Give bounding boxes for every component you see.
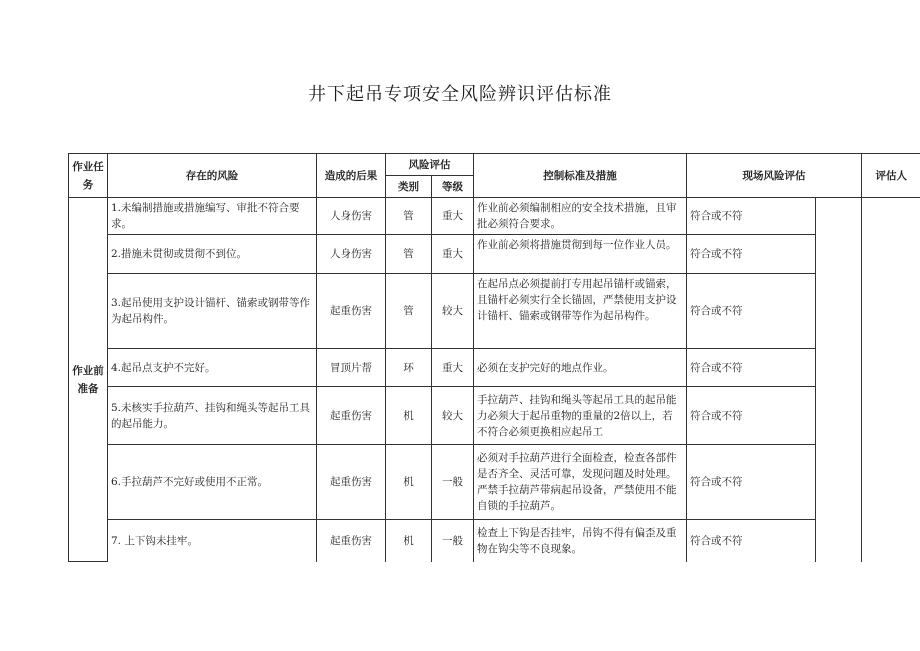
- header-risk-eval: 风险评估: [386, 154, 474, 176]
- risk-cell: 2.措施未贯彻或贯彻不到位。: [108, 235, 317, 274]
- consequence-cell: 人身伤害: [317, 198, 386, 235]
- control-cell: 作业前必须编制相应的安全技术措施，且审批必须符合要求。: [474, 198, 687, 235]
- level-cell: 重大: [432, 349, 474, 387]
- table-row: [69, 387, 920, 445]
- level-cell: 一般: [432, 520, 474, 562]
- site-eval-cell: 符合或不符: [687, 235, 816, 274]
- site-eval-cell: 符合或不符: [687, 198, 816, 235]
- category-cell: 管: [386, 198, 432, 235]
- risk-cell: 5.未核实手拉葫芦、挂钩和绳头等起吊工具的起吊能力。: [108, 387, 317, 445]
- table-row: [69, 520, 920, 562]
- assessor-cell: [862, 198, 920, 562]
- control-cell: 必须对手拉葫芦进行全面检查，检查各部件是否齐全、灵活可靠，发现问题及时处理。严禁手拉葫芦带病起吊设备，严禁使用不能自锁的手拉葫芦。: [474, 445, 687, 520]
- consequence-cell: 起重伤害: [317, 387, 386, 445]
- table-row: [69, 274, 920, 349]
- table-row: [69, 349, 920, 387]
- site-eval-cell: 符合或不符: [687, 445, 816, 520]
- control-cell: 在起吊点必须提前打专用起吊锚杆或锚索，且锚杆必须实行全长锚固，严禁使用支护设计锚杆、锚索或钢带等作为起吊构件。: [474, 274, 687, 349]
- category-cell: 机: [386, 445, 432, 520]
- level-cell: 较大: [432, 274, 474, 349]
- control-cell: 手拉葫芦、挂钩和绳头等起吊工具的起吊能力必须大于起吊重物的重量的2倍以上，若不符合必须更换相应起吊工: [474, 387, 687, 445]
- level-cell: 重大: [432, 198, 474, 235]
- level-cell: 一般: [432, 445, 474, 520]
- table-row: [69, 445, 920, 520]
- control-cell: 作业前必须将措施贯彻到每一位作业人员。: [474, 235, 687, 274]
- header-control: 控制标准及措施: [474, 154, 687, 198]
- category-cell: 机: [386, 387, 432, 445]
- site-eval-cell: 符合或不符: [687, 349, 816, 387]
- consequence-cell: 人身伤害: [317, 235, 386, 274]
- site-eval-cell: 符合或不符: [687, 520, 816, 562]
- header-risk: 存在的风险: [108, 154, 317, 198]
- site-eval-extra-cell: [816, 198, 862, 562]
- consequence-cell: 起重伤害: [317, 274, 386, 349]
- consequence-cell: 起重伤害: [317, 445, 386, 520]
- control-cell: 必须在支护完好的地点作业。: [474, 349, 687, 387]
- category-cell: 机: [386, 520, 432, 562]
- risk-table: [68, 153, 920, 562]
- risk-cell: 7. 上下钩未挂牢。: [108, 520, 317, 562]
- header-category: 类别: [386, 176, 432, 198]
- risk-cell: 4.起吊点支护不完好。: [108, 349, 317, 387]
- control-cell: 检查上下钩是否挂牢，吊钩不得有偏歪及重物在钩尖等不良现象。: [474, 520, 687, 562]
- level-cell: 重大: [432, 235, 474, 274]
- consequence-cell: 起重伤害: [317, 520, 386, 562]
- level-cell: 较大: [432, 387, 474, 445]
- page-title: 井下起吊专项安全风险辨识评估标准: [308, 84, 612, 105]
- consequence-cell: 冒顶片帮: [317, 349, 386, 387]
- header-assessor: 评估人: [862, 154, 920, 198]
- risk-cell: 6.手拉葫芦不完好或使用不正常。: [108, 445, 317, 520]
- risk-cell: 1.未编制措施或措施编写、审批不符合要求。: [108, 198, 317, 235]
- table-row: [69, 235, 920, 274]
- table-row: [69, 198, 920, 235]
- task-cell: 作业前准备: [69, 198, 108, 562]
- category-cell: 管: [386, 274, 432, 349]
- header-task: 作业任务: [69, 154, 108, 198]
- category-cell: 管: [386, 235, 432, 274]
- risk-cell: 3.起吊使用支护设计锚杆、锚索或钢带等作为起吊构件。: [108, 274, 317, 349]
- site-eval-cell: 符合或不符: [687, 274, 816, 349]
- header-level: 等级: [432, 176, 474, 198]
- category-cell: 环: [386, 349, 432, 387]
- site-eval-cell: 符合或不符: [687, 387, 816, 445]
- header-consequence: 造成的后果: [317, 154, 386, 198]
- header-site-eval: 现场风险评估: [687, 154, 862, 198]
